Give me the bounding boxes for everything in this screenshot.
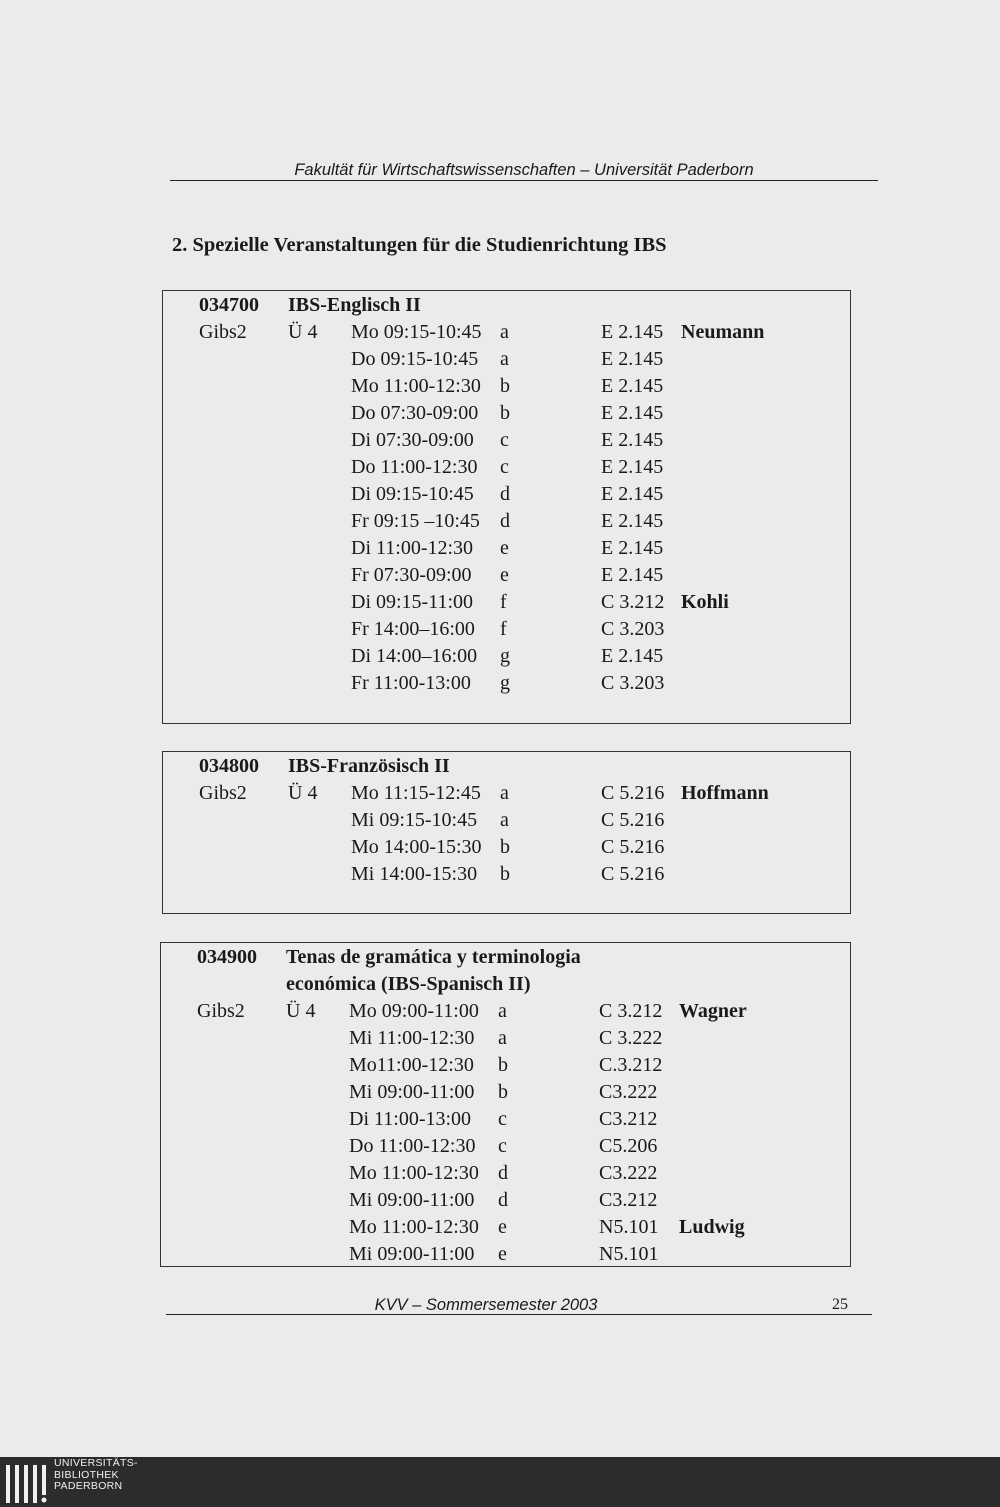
session-row <box>161 1133 850 1160</box>
course-title-row <box>163 753 850 780</box>
session-group: c <box>498 1135 507 1157</box>
session-group: b <box>500 836 510 858</box>
session-lecturer: Wagner <box>679 1000 747 1022</box>
session-room: C3.222 <box>599 1162 658 1184</box>
session-group: b <box>500 863 510 885</box>
session-time: Mi 11:00-12:30 <box>349 1027 475 1049</box>
session-time: Do 11:00-12:30 <box>351 456 478 478</box>
session-lecturer: Hoffmann <box>681 782 769 804</box>
session-room: C 3.203 <box>601 672 665 694</box>
course-cohort: Gibs2 <box>199 321 247 343</box>
session-row <box>163 834 850 861</box>
course-code: 034900 <box>197 946 257 968</box>
session-room: E 2.145 <box>601 348 664 370</box>
session-time: Mo 11:00-12:30 <box>349 1216 479 1238</box>
session-row <box>163 616 850 643</box>
library-logo-text <box>54 1458 138 1493</box>
session-group: e <box>500 564 509 586</box>
session-room: E 2.145 <box>601 456 664 478</box>
logo-line: BIBLIOTHEK <box>54 1468 119 1481</box>
session-group: e <box>498 1243 507 1265</box>
session-lecturer: Neumann <box>681 321 765 343</box>
course-box <box>162 751 851 914</box>
library-logo <box>0 1457 1000 1507</box>
running-header: Fakultät für Wirtschaftswissenschaften – Universität Paderborn <box>170 160 878 181</box>
session-time: Di 14:00–16:00 <box>351 645 478 667</box>
course-type: Ü 4 <box>286 1000 316 1022</box>
page-number: 25 <box>832 1296 848 1313</box>
session-row <box>163 589 850 616</box>
session-room: C 5.216 <box>601 863 665 885</box>
session-room: C3.222 <box>599 1081 658 1103</box>
session-room: E 2.145 <box>601 483 664 505</box>
course-cohort: Gibs2 <box>197 1000 245 1022</box>
session-lecturer: Kohli <box>681 591 729 613</box>
session-time: Mo 09:00-11:00 <box>349 1000 479 1022</box>
session-group: f <box>500 591 507 613</box>
course-type: Ü 4 <box>288 321 318 343</box>
course-title: económica (IBS-Spanisch II) <box>286 973 531 995</box>
course-title-row <box>163 292 850 319</box>
session-time: Di 07:30-09:00 <box>351 429 474 451</box>
session-time: Mo11:00-12:30 <box>349 1054 474 1076</box>
session-group: d <box>500 483 510 505</box>
session-room: E 2.145 <box>601 510 664 532</box>
section-title: 2. Spezielle Veranstaltungen für die Studienrichtung IBS <box>172 234 667 256</box>
session-row <box>161 1025 850 1052</box>
session-group: d <box>498 1189 508 1211</box>
session-time: Do 11:00-12:30 <box>349 1135 476 1157</box>
session-room: E 2.145 <box>601 645 664 667</box>
session-time: Mi 09:15-10:45 <box>351 809 478 831</box>
session-time: Mo 09:15-10:45 <box>351 321 482 343</box>
session-room: C 3.203 <box>601 618 665 640</box>
session-time: Mo 11:00-12:30 <box>351 375 481 397</box>
session-room: C 5.216 <box>601 836 665 858</box>
footer-title: KVV – Sommersemester 2003 <box>374 1296 598 1314</box>
session-row <box>163 807 850 834</box>
session-row <box>161 998 850 1025</box>
session-room: E 2.145 <box>601 402 664 424</box>
session-row <box>163 346 850 373</box>
session-time: Fr 14:00–16:00 <box>351 618 475 640</box>
session-room: E 2.145 <box>601 429 664 451</box>
logo-line: PADERBORN <box>54 1480 123 1492</box>
session-row <box>163 481 850 508</box>
session-room: E 2.145 <box>601 321 664 343</box>
session-room: N5.101 <box>599 1216 659 1238</box>
session-room: C 3.212 <box>601 591 665 613</box>
session-room: C3.212 <box>599 1108 658 1130</box>
session-room: N5.101 <box>599 1243 659 1265</box>
session-group: a <box>498 1027 507 1049</box>
session-time: Fr 09:15 –10:45 <box>351 510 480 532</box>
session-time: Mo 11:00-12:30 <box>349 1162 479 1184</box>
session-group: b <box>500 375 510 397</box>
session-group: g <box>500 645 510 667</box>
course-box <box>162 290 851 724</box>
session-row <box>163 562 850 589</box>
session-group: d <box>498 1162 508 1184</box>
session-room: C 3.212 <box>599 1000 663 1022</box>
course-title: IBS-Englisch II <box>288 294 421 316</box>
session-row <box>163 319 850 346</box>
course-code: 034700 <box>199 294 259 316</box>
course-box <box>160 942 851 1267</box>
session-group: a <box>498 1000 507 1022</box>
session-group: g <box>500 672 510 694</box>
session-time: Mi 14:00-15:30 <box>351 863 478 885</box>
session-group: c <box>498 1108 507 1130</box>
session-room: C 5.216 <box>601 809 665 831</box>
session-time: Di 11:00-12:30 <box>351 537 474 559</box>
session-group: a <box>500 809 509 831</box>
session-time: Mo 14:00-15:30 <box>351 836 482 858</box>
session-room: E 2.145 <box>601 537 664 559</box>
course-title: Tenas de gramática y terminologia <box>286 946 581 968</box>
session-room: E 2.145 <box>601 564 664 586</box>
course-title-row <box>161 944 850 971</box>
session-room: C.3.212 <box>599 1054 663 1076</box>
footer <box>166 1296 872 1315</box>
session-lecturer: Ludwig <box>679 1216 745 1238</box>
session-time: Do 09:15-10:45 <box>351 348 479 370</box>
session-group: c <box>500 456 509 478</box>
course-type: Ü 4 <box>288 782 318 804</box>
session-group: a <box>500 782 509 804</box>
session-group: d <box>500 510 510 532</box>
session-group: b <box>498 1054 508 1076</box>
session-group: e <box>500 537 509 559</box>
session-group: b <box>500 402 510 424</box>
course-title: IBS-Französisch II <box>288 755 450 777</box>
session-row <box>163 454 850 481</box>
course-cohort: Gibs2 <box>199 782 247 804</box>
session-group: f <box>500 618 507 640</box>
session-room: C3.212 <box>599 1189 658 1211</box>
course-code: 034800 <box>199 755 259 777</box>
session-row <box>163 780 850 807</box>
session-time: Mi 09:00-11:00 <box>349 1189 475 1211</box>
library-logo-icon <box>4 1461 48 1505</box>
session-time: Mi 09:00-11:00 <box>349 1243 475 1265</box>
session-row <box>163 373 850 400</box>
session-time: Fr 11:00-13:00 <box>351 672 471 694</box>
session-room: C 3.222 <box>599 1027 663 1049</box>
session-row <box>163 670 850 697</box>
session-group: a <box>500 321 509 343</box>
session-row <box>161 1079 850 1106</box>
session-time: Fr 07:30-09:00 <box>351 564 472 586</box>
session-row <box>161 1187 850 1214</box>
session-group: c <box>500 429 509 451</box>
session-row <box>161 1160 850 1187</box>
course-title-row <box>161 971 850 998</box>
session-row <box>163 643 850 670</box>
session-time: Di 09:15-10:45 <box>351 483 474 505</box>
session-time: Di 09:15-11:00 <box>351 591 474 613</box>
session-row <box>163 400 850 427</box>
logo-line: UNIVERSITÄTS- <box>54 1457 138 1469</box>
session-row <box>161 1052 850 1079</box>
session-time: Mi 09:00-11:00 <box>349 1081 475 1103</box>
session-room: E 2.145 <box>601 375 664 397</box>
session-group: e <box>498 1216 507 1238</box>
session-time: Di 11:00-13:00 <box>349 1108 472 1130</box>
session-row <box>161 1241 850 1268</box>
session-time: Do 07:30-09:00 <box>351 402 479 424</box>
session-row <box>163 508 850 535</box>
session-group: a <box>500 348 509 370</box>
session-row <box>163 535 850 562</box>
session-room: C 5.216 <box>601 782 665 804</box>
session-time: Mo 11:15-12:45 <box>351 782 481 804</box>
session-group: b <box>498 1081 508 1103</box>
session-row <box>163 861 850 888</box>
session-room: C5.206 <box>599 1135 658 1157</box>
session-row <box>161 1106 850 1133</box>
session-row <box>161 1214 850 1241</box>
session-row <box>163 427 850 454</box>
